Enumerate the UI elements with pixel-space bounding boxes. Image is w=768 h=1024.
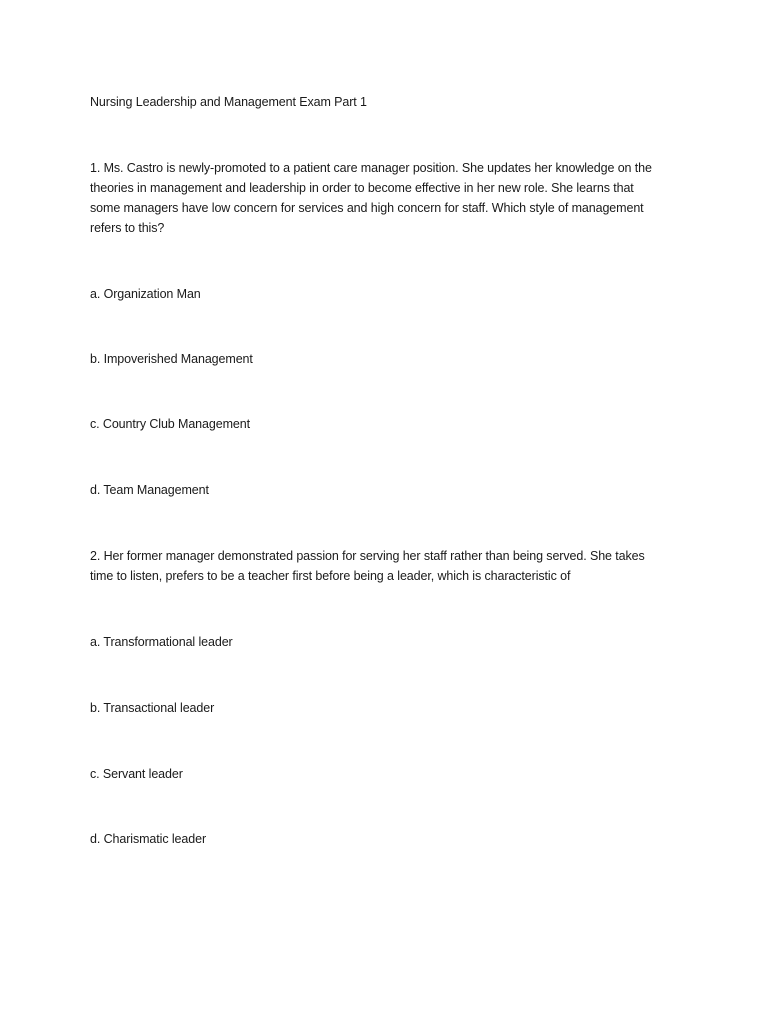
- question-1-stem-line: refers to this?: [90, 221, 165, 235]
- question-2-stem-line: time to listen, prefers to be a teacher first before being a leader, which is characteristic of: [90, 569, 571, 583]
- question-2-stem: [90, 546, 690, 586]
- question-2-option-c: c. Servant leader: [90, 767, 183, 781]
- question-2-option-d: d. Charismatic leader: [90, 832, 207, 846]
- document-title: Nursing Leadership and Management Exam Part 1: [90, 95, 367, 109]
- question-1-stem: [90, 158, 690, 238]
- question-1-option-c: c. Country Club Management: [90, 417, 250, 431]
- question-1-stem-line: theories in management and leadership in order to become effective in her new role. She learns that: [90, 181, 634, 195]
- question-1-option-d: d. Team Management: [90, 483, 209, 497]
- question-2-option-a: a. Transformational leader: [90, 635, 233, 649]
- question-2-option-b: b. Transactional leader: [90, 701, 215, 715]
- question-1-option-b: b. Impoverished Management: [90, 352, 253, 366]
- question-1-stem-line: 1. Ms. Castro is newly-promoted to a patient care manager position. She updates her knowledge on the: [90, 161, 652, 175]
- question-1-stem-line: some managers have low concern for services and high concern for staff. Which style of management: [90, 201, 644, 215]
- question-2-stem-line: 2. Her former manager demonstrated passion for serving her staff rather than being served. She takes: [90, 549, 645, 563]
- question-1-option-a: a. Organization Man: [90, 287, 201, 301]
